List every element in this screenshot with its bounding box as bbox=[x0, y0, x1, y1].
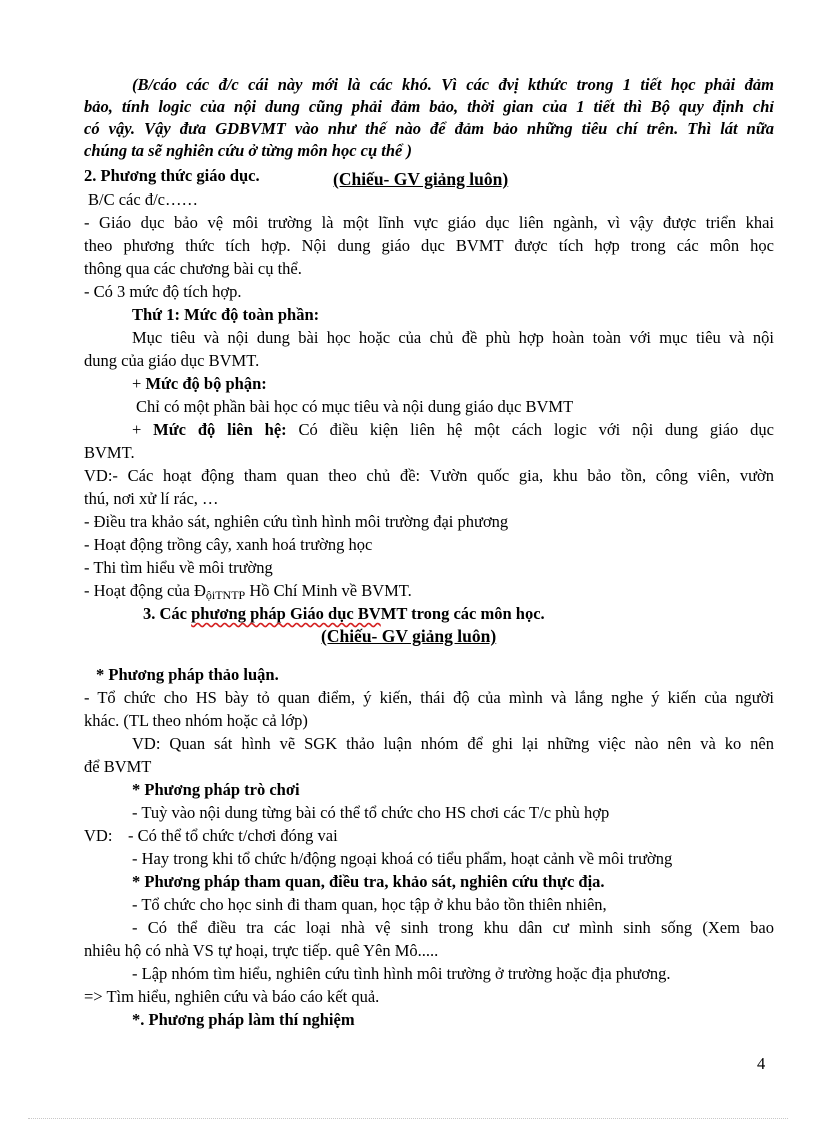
method-discussion-d: để BVMT bbox=[84, 757, 152, 776]
intro-line-2: bảo, tính logic của nội dung cũng phải đảm bảo, thời gian của 1 tiết thì Bộ quy định chỉ bbox=[84, 97, 774, 116]
bullet-team-pre: - Hoạt động của Đ bbox=[84, 581, 206, 600]
method-game-a: - Tuỳ vào nội dung từng bài có thể tổ chức cho HS chơi các T/c phù hợp bbox=[132, 803, 610, 822]
method-discussion-b: khác. (TL theo nhóm hoặc cả lớp) bbox=[84, 711, 308, 730]
method-fieldtrip-e: => Tìm hiểu, nghiên cứu và báo cáo kết quả. bbox=[84, 987, 380, 1006]
level-1-title: Thứ 1: Mức độ toàn phần: bbox=[132, 305, 320, 324]
section-3-heading-pre: 3. Các bbox=[143, 604, 192, 623]
method-fieldtrip-title: * Phương pháp tham quan, điều tra, khảo sát, nghiên cứu thực địa. bbox=[132, 872, 605, 891]
level-3-title: Mức độ liên hệ: bbox=[153, 420, 287, 439]
method-fieldtrip-b: - Có thể điều tra các loại nhà vệ sinh trong khu dân cư mình sinh sống (Xem bao bbox=[132, 918, 774, 937]
section-3-heading-post: MT trong các môn học. bbox=[380, 604, 545, 623]
section-2-para-4: - Có 3 mức độ tích hợp. bbox=[84, 282, 242, 301]
section-2-para-1: - Giáo dục bảo vệ môi trường là một lĩnh vực giáo dục liên ngành, vì vậy được triển khai bbox=[84, 213, 774, 232]
level-2-title: Mức độ bộ phận: bbox=[145, 374, 267, 393]
method-game-title: * Phương pháp trò chơi bbox=[132, 780, 300, 799]
level-2-text: Chỉ có một phần bài học có mục tiêu và nội dung giáo dục BVMT bbox=[136, 397, 574, 416]
page-bottom-rule bbox=[28, 1118, 788, 1119]
method-fieldtrip-c: nhiêu hộ có nhà VS tự hoại, trực tiếp. quê Yên Mô..... bbox=[84, 941, 439, 960]
bullet-survey: - Điều tra khảo sát, nghiên cứu tình hình môi trường đại phương bbox=[84, 512, 509, 531]
example-line-1: VD:- Các hoạt động tham quan theo chủ đề: Vườn quốc gia, khu bảo tồn, công viên, vườn bbox=[84, 466, 774, 485]
level-2-prefix: + bbox=[132, 374, 146, 393]
method-game-b: - Có thể tổ chức t/chơi đóng vai bbox=[128, 826, 338, 845]
method-game-vd: VD: bbox=[84, 826, 113, 845]
section-2-para-3: thông qua các chương bài cụ thể. bbox=[84, 259, 302, 278]
section-2-heading: 2. Phương thức giáo dục. bbox=[84, 166, 260, 185]
bullet-contest: - Thi tìm hiểu về môi trường bbox=[84, 558, 273, 577]
level-3-end: BVMT. bbox=[84, 443, 135, 462]
level-3-prefix: + bbox=[132, 420, 154, 439]
bullet-team-activity bbox=[84, 580, 774, 603]
level-3-line bbox=[132, 419, 774, 441]
bullet-planting: - Hoạt động trồng cây, xanh hoá trường học bbox=[84, 535, 373, 554]
method-discussion-title: * Phương pháp thảo luận. bbox=[96, 665, 279, 684]
method-discussion-c: VD: Quan sát hình vẽ SGK thảo luận nhóm để ghi lại những việc nào nên và ko nên bbox=[132, 734, 774, 753]
level-2-line bbox=[132, 373, 816, 395]
method-fieldtrip-a: - Tổ chức cho học sinh đi tham quan, học tập ở khu bảo tồn thiên nhiên, bbox=[132, 895, 607, 914]
level-1-text-b: dung của giáo dục BVMT. bbox=[84, 351, 260, 370]
bullet-team-post: Hồ Chí Minh về BVMT. bbox=[245, 581, 412, 600]
section-2-para-2: theo phương thức tích hợp. Nội dung giáo dục BVMT được tích hợp trong các môn học bbox=[84, 236, 774, 255]
section-2-bc: B/C các đ/c…… bbox=[88, 190, 198, 209]
intro-line-1: (B/cáo các đ/c cái này mới là các khó. Vì các đvị kthức trong 1 tiết học phải đảm bbox=[132, 75, 774, 94]
method-game-c: - Hay trong khi tổ chức h/động ngoại khoá có tiểu phẩm, hoạt cảnh về môi trường bbox=[132, 849, 673, 868]
intro-line-3: có vậy. Vậy đưa GDBVMT vào như thế nào để đảm bảo những tiêu chí trên. Thì lát nữa bbox=[84, 119, 774, 138]
method-fieldtrip-d: - Lập nhóm tìm hiểu, nghiên cứu tình hình môi trường ở trường hoặc địa phương. bbox=[132, 964, 671, 983]
section-2-chieu-note: (Chiếu- GV giảng luôn) bbox=[333, 169, 509, 189]
level-1-text-a: Mục tiêu và nội dung bài học hoặc của chủ đề phù hợp hoàn toàn với mục tiêu và nội bbox=[132, 328, 774, 347]
section-3-chieu-note: (Chiếu- GV giảng luôn) bbox=[321, 626, 497, 646]
method-discussion-a: - Tổ chức cho HS bày tỏ quan điểm, ý kiến, thái độ của mình và lắng nghe ý kiến của người bbox=[84, 688, 774, 707]
example-line-2: thú, nơi xử lí rác, … bbox=[84, 489, 219, 508]
section-3-heading-mid: phương pháp Giáo dục BV bbox=[191, 604, 381, 623]
method-experiment-title: *. Phương pháp làm thí nghiệm bbox=[132, 1010, 355, 1029]
bullet-team-sub: ộiTNTP bbox=[205, 588, 246, 602]
intro-line-4: chúng ta sẽ nghiên cứu ở từng môn học cụ thể ) bbox=[84, 141, 412, 160]
level-3-text: Có điều kiện liên hệ một cách logic với nội dung giáo dục bbox=[286, 420, 774, 439]
page-number: 4 bbox=[757, 1054, 766, 1073]
section-3-heading bbox=[143, 603, 816, 625]
